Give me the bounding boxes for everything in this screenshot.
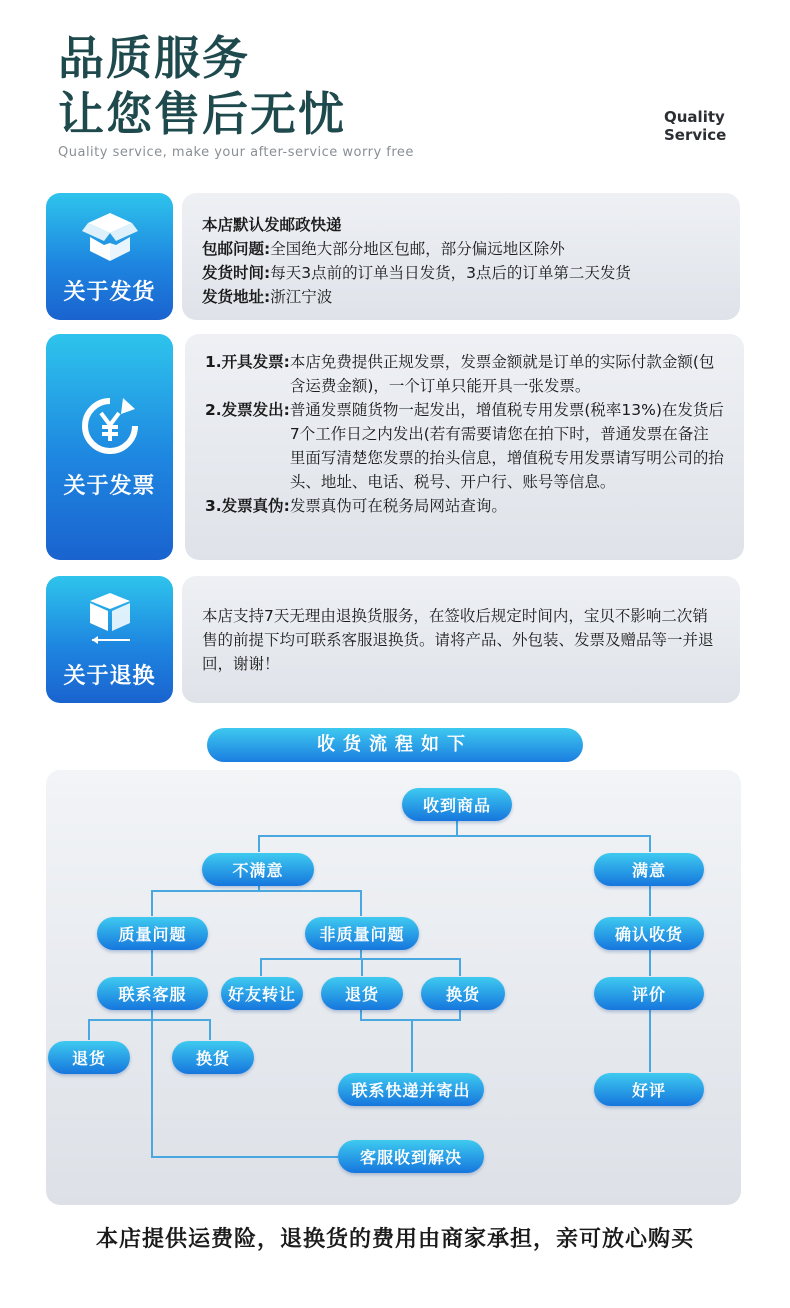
title-line-1: 品质服务 <box>58 31 250 85</box>
row-value: 每天3点前的订单当日发货，3点后的订单第二天发货 <box>270 264 631 282</box>
row-value: 本店免费提供正规发票，发票金额就是订单的实际付款金额(包含运费金额)，一个订单只能开具一张发票。 <box>289 353 715 395</box>
row-value: 发票真伪可在税务局网站查询。 <box>289 497 507 515</box>
footer-note: 本店提供运费险，退换货的费用由商家承担，亲可放心购买 <box>95 1227 694 1252</box>
node-contact-cs: 联系客服 <box>97 977 208 1010</box>
node-exchange-quality: 换货 <box>172 1041 254 1074</box>
shipping-default-courier: 本店默认发邮政快递 <box>202 216 342 234</box>
tag-line-1: Quality <box>664 108 725 126</box>
row-value: 普通发票随货物一起发出，增值税专用发票(税率13%)在发货后7个工作日之内发出(若有需要请您在拍下时，普通发票在备注里面写清楚您发票的抬头信息，增值税专用发票请写明公司的抬头、地址、电话、税号、开户行、账号等信息。 <box>289 401 724 491</box>
row-key: 2.发票发出: <box>205 401 290 419</box>
row-key: 发货地址: <box>202 288 271 306</box>
node-refund-quality: 退货 <box>48 1041 130 1074</box>
tag-line-2: Service <box>664 126 727 144</box>
row-value: 浙江宁波 <box>270 288 333 306</box>
node-good-review: 好评 <box>594 1073 704 1106</box>
node-unsatisfied: 不满意 <box>202 853 314 886</box>
node-confirm-receipt: 确认收货 <box>594 917 704 950</box>
node-rate: 评价 <box>594 977 704 1010</box>
title-line-2: 让您售后无忧 <box>58 87 346 141</box>
invoice-label: 关于发票 <box>63 473 156 499</box>
process-title: 收货流程如下 <box>207 728 583 762</box>
node-receive: 收到商品 <box>402 788 512 821</box>
node-friend-transfer: 好友转让 <box>221 977 303 1010</box>
shipping-label: 关于发货 <box>63 280 156 305</box>
row-key: 包邮问题: <box>202 240 271 258</box>
row-key: 3.发票真伪: <box>205 497 290 515</box>
node-non-quality-issue: 非质量问题 <box>305 917 419 950</box>
node-satisfied: 满意 <box>594 853 704 886</box>
row-key: 发货时间: <box>202 264 271 282</box>
node-refund-nonquality: 退货 <box>321 977 403 1010</box>
page-subtitle: Quality service, make your after-service worry free <box>58 145 414 160</box>
node-quality-issue: 质量问题 <box>97 917 208 950</box>
row-value: 全国绝大部分地区包邮，部分偏远地区除外 <box>270 240 565 258</box>
row-key: 1.开具发票: <box>205 353 290 371</box>
returns-text: 本店支持7天无理由退换货服务，在签收后规定时间内，宝贝不影响二次销售的前提下均可联系客服退换货。请将产品、外包装、发票及赠品等一并退回，谢谢！ <box>202 607 714 673</box>
node-cs-resolve: 客服收到解决 <box>338 1140 484 1173</box>
returns-label: 关于退换 <box>63 664 156 689</box>
node-exchange-nonquality: 换货 <box>421 977 505 1010</box>
node-contact-courier: 联系快递并寄出 <box>338 1073 484 1106</box>
